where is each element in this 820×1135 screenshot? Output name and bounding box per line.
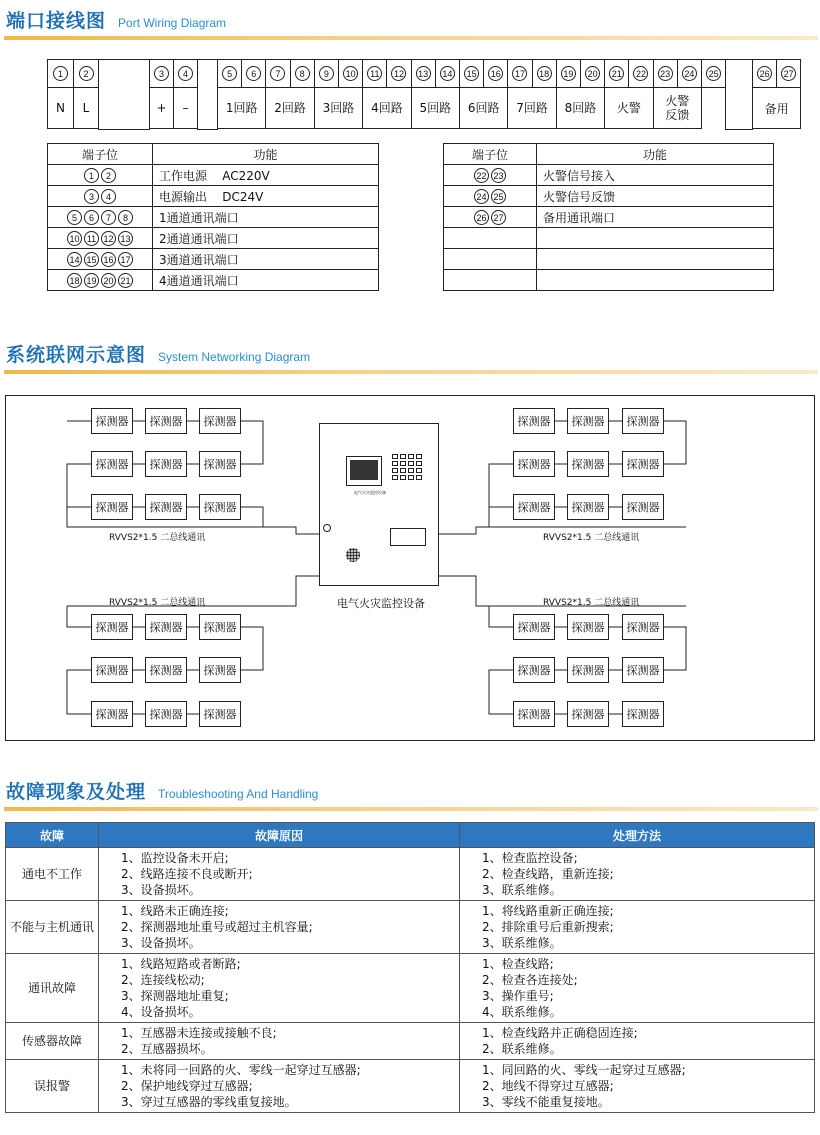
table-row [444, 228, 774, 249]
wire [263, 576, 319, 606]
keypad-key [400, 475, 406, 480]
terminal-label: – [173, 87, 198, 129]
loop-label: 火警 [604, 87, 653, 129]
terminal-cell [776, 59, 801, 88]
terminal-number: 17 [512, 66, 527, 81]
terminal-cell [173, 59, 198, 88]
table-header: 处理方法 [460, 823, 815, 848]
table-row [6, 954, 815, 1023]
terminal-number: 18 [537, 66, 552, 81]
keypad-key [392, 461, 398, 466]
terminal-number: 1 [84, 168, 99, 183]
table-row [48, 165, 379, 186]
loop-label: 4回路 [362, 87, 411, 129]
function-cell: 1通道通讯端口 [153, 207, 379, 228]
detector-box: 探测器 [91, 408, 133, 434]
loop-label: 1回路 [217, 87, 266, 129]
troubleshooting-table [5, 822, 815, 1113]
table-header: 端子位 [48, 144, 153, 165]
terminal-cell [48, 186, 153, 207]
list-item: 1、线路未正确连接; [121, 904, 229, 918]
wire [489, 507, 513, 527]
detector-box: 探测器 [91, 614, 133, 640]
detector-box: 探测器 [622, 701, 664, 727]
fix-cell [460, 954, 815, 1023]
detector-box: 探测器 [513, 614, 555, 640]
terminal-cell [265, 59, 290, 88]
terminal-cell [628, 59, 653, 88]
list-item: 2、保护地线穿过互感器; [121, 1079, 253, 1093]
section-title-en: System Networking Diagram [158, 350, 311, 364]
table-row [48, 186, 379, 207]
detector-box: 探测器 [91, 657, 133, 683]
terminal-number: 26 [757, 66, 772, 81]
list-item: 3、穿过互感器的零线重复接地。 [121, 1095, 297, 1109]
terminal-label: L [73, 87, 99, 129]
terminal-number: 15 [464, 66, 479, 81]
terminal-cell [435, 59, 460, 88]
bus-label: RVVS2*1.5 二总线通讯 [543, 533, 640, 543]
detector-box: 探测器 [199, 451, 241, 477]
detector-box: 探测器 [199, 494, 241, 520]
detector-box: 探测器 [513, 701, 555, 727]
terminal-number: 14 [67, 252, 82, 267]
bus-label: RVVS2*1.5 二总线通讯 [109, 533, 206, 543]
fix-cell [460, 1060, 815, 1113]
list-item: 2、互感器损坏。 [121, 1042, 213, 1056]
terminal-number: 23 [658, 66, 673, 81]
terminal-number: 12 [101, 231, 116, 246]
loop-label: 火警 反馈 [653, 87, 702, 129]
wire [489, 464, 513, 507]
function-cell: 工作电源 AC220V [153, 165, 379, 186]
terminal-cell [411, 59, 436, 88]
list-item: 1、同回路的火、零线一起穿过互感器; [482, 1063, 686, 1077]
trouble-section-title [6, 777, 318, 804]
keypad-key [392, 454, 398, 459]
terminal-number: 14 [440, 66, 455, 81]
monitoring-device [319, 423, 439, 586]
terminal-number: 11 [84, 231, 99, 246]
wire [67, 670, 91, 714]
terminal-number: 18 [67, 273, 82, 288]
fix-cell [460, 1023, 815, 1060]
terminal-number: 20 [101, 273, 116, 288]
terminal-cell [604, 59, 629, 88]
wire [241, 627, 263, 670]
wire [439, 527, 489, 534]
terminal-number: 19 [561, 66, 576, 81]
terminal-cell [677, 59, 702, 88]
fault-cell: 不能与主机通讯 [6, 901, 99, 954]
terminal-number: 27 [491, 210, 506, 225]
function-cell: 备用通讯端口 [537, 207, 774, 228]
wire [664, 421, 686, 464]
keypad-key [408, 454, 414, 459]
detector-box: 探测器 [567, 701, 609, 727]
list-item: 3、设备损坏。 [121, 936, 201, 950]
terminal-number: 11 [367, 66, 382, 81]
fault-cell: 通讯故障 [6, 954, 99, 1023]
detector-box: 探测器 [567, 408, 609, 434]
keypad-key [416, 461, 422, 466]
detector-box: 探测器 [513, 408, 555, 434]
terminal-number: 13 [118, 231, 133, 246]
device-label: 电气火灾监控设备 [337, 597, 425, 610]
table-row [6, 1060, 815, 1113]
detector-box: 探测器 [513, 657, 555, 683]
loop-label: 6回路 [459, 87, 508, 129]
terminal-number: 4 [178, 66, 193, 81]
list-item: 1、监控设备未开启; [121, 851, 229, 865]
loop-label: 7回路 [507, 87, 556, 129]
terminal-number: 26 [474, 210, 489, 225]
terminal-cell [149, 59, 174, 88]
terminal-cell [48, 249, 153, 270]
section-divider [4, 36, 818, 40]
terminal-cell [752, 59, 777, 88]
loop-label: 8回路 [556, 87, 605, 129]
detector-box: 探测器 [567, 451, 609, 477]
section-title-zh: 端口接线图 [6, 10, 107, 32]
terminal-cell [47, 59, 74, 88]
terminal-number: 10 [67, 231, 82, 246]
table-row [444, 249, 774, 270]
wire [263, 527, 319, 534]
detector-box: 探测器 [199, 657, 241, 683]
keypad-key [416, 475, 422, 480]
terminal-number: 27 [781, 66, 796, 81]
terminal-number: 5 [67, 210, 82, 225]
list-item: 2、探测器地址重号或超过主机容量; [121, 920, 313, 934]
detector-box: 探测器 [91, 494, 133, 520]
list-item: 3、探测器地址重复; [121, 989, 229, 1003]
terminal-number: 3 [154, 66, 169, 81]
detector-box: 探测器 [513, 451, 555, 477]
keypad-key [392, 475, 398, 480]
terminal-cell [241, 59, 266, 88]
list-item: 3、联系维修。 [482, 936, 562, 950]
table-row [444, 270, 774, 291]
fault-cell: 误报警 [6, 1060, 99, 1113]
fix-cell [460, 901, 815, 954]
section-title-en: Troubleshooting And Handling [158, 787, 319, 801]
table-header: 故障 [6, 823, 99, 848]
function-cell: 火警信号接入 [537, 165, 774, 186]
keypad-key [400, 454, 406, 459]
table-row [48, 228, 379, 249]
detector-box: 探测器 [622, 657, 664, 683]
terminal-number: 16 [101, 252, 116, 267]
list-item: 1、检查线路; [482, 957, 554, 971]
terminal-number: 25 [706, 66, 721, 81]
port-section-title [6, 6, 226, 33]
terminal-cell [580, 59, 605, 88]
table-row [444, 207, 774, 228]
wire [67, 606, 91, 627]
wire [489, 670, 513, 714]
detector-box: 探测器 [567, 494, 609, 520]
section-title-en: Port Wiring Diagram [118, 16, 227, 30]
detector-box: 探测器 [622, 614, 664, 640]
terminal-cell [314, 59, 339, 88]
terminal-number: 2 [101, 168, 116, 183]
terminal-number: 21 [609, 66, 624, 81]
keypad [392, 454, 426, 480]
terminal-number: 15 [84, 252, 99, 267]
terminal-number: 8 [118, 210, 133, 225]
table-row [444, 186, 774, 207]
list-item: 4、设备损坏。 [121, 1005, 201, 1019]
function-cell: 3通道通讯端口 [153, 249, 379, 270]
terminal-number: 10 [343, 66, 358, 81]
table-row [48, 207, 379, 228]
keypad-key [416, 454, 422, 459]
list-item: 3、操作重号; [482, 989, 554, 1003]
list-item: 1、线路短路或者断路; [121, 957, 241, 971]
terminal-cell [483, 59, 508, 88]
function-table-left [47, 143, 379, 291]
terminal-number: 17 [118, 252, 133, 267]
terminal-cell [444, 270, 537, 291]
terminal-cell [444, 186, 537, 207]
terminal-cell [444, 249, 537, 270]
terminal-cell [444, 228, 537, 249]
list-item: 1、未将同一回路的火、零线一起穿过互感器; [121, 1063, 361, 1077]
terminal-label: + [149, 87, 174, 129]
cause-cell [99, 901, 460, 954]
panel-label: 电气火灾监控设备 [354, 490, 386, 495]
terminal-number: 4 [101, 189, 116, 204]
cause-cell [99, 848, 460, 901]
cause-cell [99, 1060, 460, 1113]
table-row [444, 165, 774, 186]
list-item: 1、检查线路并正确稳固连接; [482, 1026, 638, 1040]
terminal-number: 23 [491, 168, 506, 183]
terminal-number: 8 [295, 66, 310, 81]
list-item: 2、排除重号后重新搜索; [482, 920, 614, 934]
terminal-number: 6 [84, 210, 99, 225]
keypad-key [408, 461, 414, 466]
function-cell [537, 270, 774, 291]
terminal-number: 7 [101, 210, 116, 225]
keypad-key [400, 468, 406, 473]
table-row [48, 249, 379, 270]
bus-label: RVVS2*1.5 二总线通讯 [109, 598, 206, 608]
list-item: 2、地线不得穿过互感器; [482, 1079, 614, 1093]
function-cell: 2通道通讯端口 [153, 228, 379, 249]
list-item: 1、将线路重新正确连接; [482, 904, 614, 918]
list-item: 2、连接线松动; [121, 973, 205, 987]
table-row [48, 270, 379, 291]
detector-box: 探测器 [199, 701, 241, 727]
terminal-number: 21 [118, 273, 133, 288]
detector-box: 探测器 [145, 701, 187, 727]
loop-label: 3回路 [314, 87, 363, 129]
wire [489, 606, 513, 627]
terminal-cell [701, 59, 726, 88]
function-cell: 电源输出 DC24V [153, 186, 379, 207]
detector-box: 探测器 [199, 408, 241, 434]
terminal-number: 2 [79, 66, 94, 81]
list-item: 4、联系维修。 [482, 1005, 562, 1019]
wire [664, 627, 686, 670]
terminal-number: 25 [491, 189, 506, 204]
table-row [6, 1023, 815, 1060]
spacer-cell [197, 59, 218, 130]
wire [241, 421, 263, 464]
detector-box: 探测器 [91, 451, 133, 477]
terminal-number: 1 [53, 66, 68, 81]
list-item: 2、联系维修。 [482, 1042, 562, 1056]
list-item: 2、检查线路，重新连接; [482, 867, 614, 881]
section-divider [4, 370, 818, 374]
terminal-number: 24 [682, 66, 697, 81]
terminal-number: 13 [416, 66, 431, 81]
list-item: 1、互感器未连接或接触不良; [121, 1026, 277, 1040]
fix-cell [460, 848, 815, 901]
terminal-number: 22 [633, 66, 648, 81]
section-divider [4, 807, 818, 811]
list-item: 3、零线不能重复接地。 [482, 1095, 610, 1109]
table-header: 端子位 [444, 144, 537, 165]
table-header: 故障原因 [99, 823, 460, 848]
terminal-cell [653, 59, 678, 88]
door-lock-icon [323, 524, 331, 532]
keypad-key [392, 468, 398, 473]
cause-cell [99, 954, 460, 1023]
keypad-key [408, 475, 414, 480]
terminal-number: 7 [270, 66, 285, 81]
terminal-number: 12 [391, 66, 406, 81]
detector-box: 探测器 [145, 451, 187, 477]
terminal-cell [386, 59, 411, 88]
terminal-number: 20 [585, 66, 600, 81]
terminal-cell [48, 228, 153, 249]
list-item: 2、线路连接不良或断开; [121, 867, 253, 881]
terminal-cell [444, 165, 537, 186]
terminal-number: 16 [488, 66, 503, 81]
detector-box: 探测器 [145, 494, 187, 520]
function-cell [537, 249, 774, 270]
terminal-number: 9 [319, 66, 334, 81]
terminal-number: 3 [84, 189, 99, 204]
loop-label: 2回路 [265, 87, 314, 129]
section-title-zh: 故障现象及处理 [6, 781, 147, 803]
function-cell: 4通道通讯端口 [153, 270, 379, 291]
detector-box: 探测器 [567, 657, 609, 683]
detector-box: 探测器 [145, 657, 187, 683]
detector-box: 探测器 [622, 494, 664, 520]
cause-cell [99, 1023, 460, 1060]
spacer-cell [725, 59, 753, 130]
terminal-number: 6 [246, 66, 261, 81]
keypad-key [408, 468, 414, 473]
terminal-cell [532, 59, 557, 88]
terminal-cell [48, 270, 153, 291]
spacer-cell [98, 59, 150, 130]
network-section-title [6, 340, 310, 367]
terminal-number: 19 [84, 273, 99, 288]
terminal-cell [556, 59, 581, 88]
terminal-cell [290, 59, 315, 88]
list-item: 3、联系维修。 [482, 883, 562, 897]
wire [439, 576, 489, 606]
terminal-cell [459, 59, 484, 88]
detector-box: 探测器 [513, 494, 555, 520]
terminal-cell [507, 59, 532, 88]
keypad-key [416, 468, 422, 473]
function-cell [537, 228, 774, 249]
fault-cell: 通电不工作 [6, 848, 99, 901]
detector-box: 探测器 [199, 614, 241, 640]
detector-box: 探测器 [622, 408, 664, 434]
table-row [6, 901, 815, 954]
list-item: 1、检查监控设备; [482, 851, 578, 865]
detector-box: 探测器 [622, 451, 664, 477]
function-table-right [443, 143, 774, 291]
info-window [390, 528, 426, 546]
terminal-cell [444, 207, 537, 228]
device-screen [346, 456, 382, 486]
keypad-key [400, 461, 406, 466]
list-item: 3、设备损坏。 [121, 883, 201, 897]
terminal-cell [48, 207, 153, 228]
speaker-icon [346, 548, 360, 562]
loop-label: 5回路 [411, 87, 460, 129]
terminal-cell [362, 59, 387, 88]
fault-cell: 传感器故障 [6, 1023, 99, 1060]
terminal-number: 24 [474, 189, 489, 204]
terminal-cell [217, 59, 242, 88]
table-row [6, 848, 815, 901]
screen-display [350, 460, 378, 480]
table-header: 功能 [153, 144, 379, 165]
wire [67, 464, 91, 507]
terminal-cell [338, 59, 363, 88]
section-title-zh: 系统联网示意图 [6, 344, 147, 366]
detector-box: 探测器 [145, 408, 187, 434]
detector-box: 探测器 [91, 701, 133, 727]
terminal-label: N [47, 87, 74, 129]
detector-box: 探测器 [567, 614, 609, 640]
function-cell: 火警信号反馈 [537, 186, 774, 207]
network-diagram [5, 395, 815, 741]
terminal-cell [48, 165, 153, 186]
spare-label: 备用 [752, 87, 801, 129]
table-header: 功能 [537, 144, 774, 165]
list-item: 2、检查各连接处; [482, 973, 578, 987]
terminal-number: 5 [222, 66, 237, 81]
terminal-cell [73, 59, 99, 88]
bus-label: RVVS2*1.5 二总线通讯 [543, 598, 640, 608]
detector-box: 探测器 [145, 614, 187, 640]
terminal-number: 22 [474, 168, 489, 183]
